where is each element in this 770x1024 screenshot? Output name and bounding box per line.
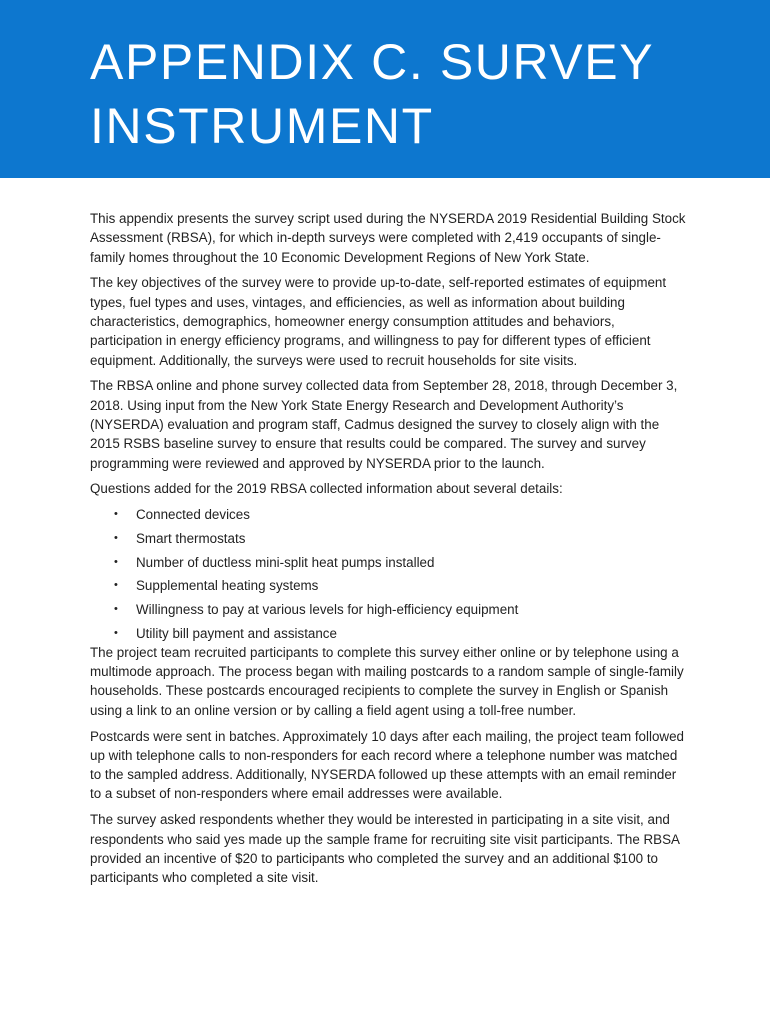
bullet-icon: • (114, 602, 118, 615)
bullet-icon: • (114, 626, 118, 639)
bullet-icon: • (114, 531, 118, 544)
page-title (90, 30, 750, 158)
list-item (90, 529, 690, 553)
list-item-text: Number of ductless mini-split heat pumps installed (136, 554, 435, 570)
header-banner (0, 0, 770, 178)
recruitment-paragraph: The project team recruited participants to complete this survey either online or by telephone using a multimode approach. The process began with mailing postcards to a random sample of single-family households. These postcards encouraged recipients to complete the survey in English or Spanish using a link to an online version or by calling a field agent using a toll-free number. (90, 644, 684, 718)
intro-paragraph: This appendix presents the survey script used during the NYSERDA 2019 Residential Building Stock Assessment (RBSA), for which in-depth surveys were completed with 2,419 occupants of single-family homes throughout the 10 Economic Development Regions of New York State. (90, 211, 686, 265)
list-item-text: Smart thermostats (136, 530, 246, 546)
questions-added-paragraph: Questions added for the 2019 RBSA collected information about several details: (90, 481, 563, 497)
list-item-text: Supplemental heating systems (136, 578, 319, 594)
list-item-text: Utility bill payment and assistance (136, 625, 337, 641)
bullet-icon: • (114, 555, 118, 568)
bullet-icon: • (114, 508, 118, 521)
follow-up-paragraph: Postcards were sent in batches. Approximately 10 days after each mailing, the project team followed up with telephone calls to non-responders for each record where a telephone number was matched to the sampled address. Additionally, NYSERDA followed up these attempts with an email reminder to a subset of non-responders where email addresses were available. (90, 728, 684, 802)
list-item (90, 600, 690, 624)
page-title-line-2: INSTRUMENT (90, 98, 434, 154)
site-visit-paragraph: The survey asked respondents whether they would be interested in participating in a site visit, and respondents who said yes made up the sample frame for recruiting site visit participants. The RBSA provided an incentive of $20 to participants who completed the survey and an additional $100 to participants who completed a site visit. (90, 812, 680, 886)
questions-added-list (90, 505, 690, 643)
list-item (90, 505, 690, 529)
list-item (90, 624, 690, 643)
data-collection-paragraph: The RBSA online and phone survey collected data from September 28, 2018, through December 3, 2018. Using input from the New York State Energy Research and Development Authority’s (NYSERDA) evaluation and program staff, Cadmus designed the survey to closely align with the 2015 RSBS baseline survey to ensure that results could be compared. The survey and survey programming were reviewed and approved by NYSERDA prior to the launch. (90, 378, 678, 471)
document-body (90, 209, 690, 894)
objectives-paragraph: The key objectives of the survey were to provide up-to-date, self-reported estimates of equipment types, fuel types and uses, vintages, and efficiencies, as well as information about building characteristics, demographics, homeowner energy consumption attitudes and behaviors, participation in energy efficiency programs, and willingness to pay for different types of efficient equipment. Additionally, the surveys were used to recruit households for site visits. (90, 275, 667, 368)
page-title-line-1: APPENDIX C. SURVEY (90, 34, 655, 90)
list-item-text: Willingness to pay at various levels for high-efficiency equipment (136, 601, 519, 617)
list-item-text: Connected devices (136, 507, 250, 523)
list-item (90, 576, 690, 600)
list-item (90, 553, 690, 577)
bullet-icon: • (114, 579, 118, 592)
